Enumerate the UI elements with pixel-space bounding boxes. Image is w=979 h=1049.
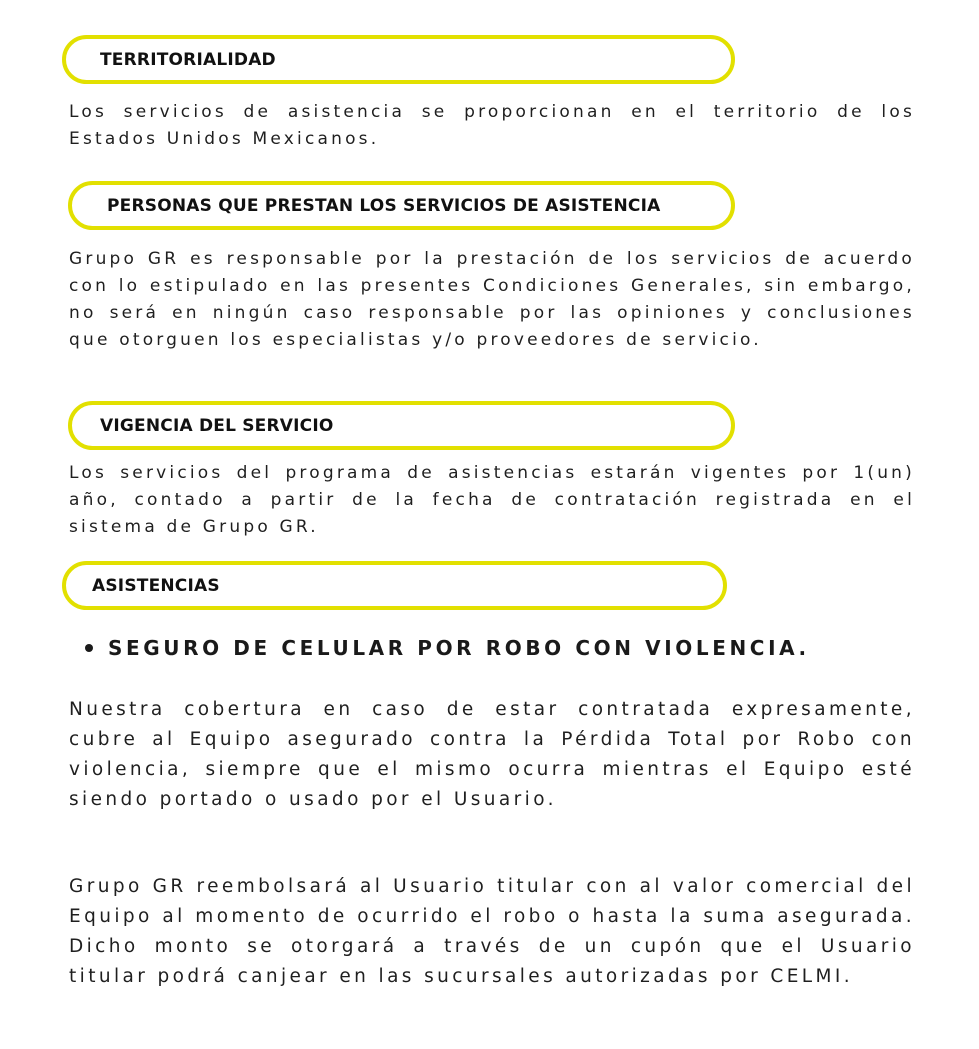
bullet-dot-icon	[85, 644, 93, 652]
section-header-asistencias	[62, 561, 727, 610]
coverage-paragraph: Nuestra cobertura en caso de estar contratada expresamente, cubre al Equipo asegurado contra la Pérdida Total por Robo con violencia, siempre que el mismo ocurra mientras el Equipo esté siendo portado o usado por el Usuario.	[69, 699, 915, 810]
bullet-title: SEGURO DE CELULAR POR ROBO CON VIOLENCIA.	[108, 636, 810, 660]
section-title: TERRITORIALIDAD	[100, 49, 276, 70]
section-body-territorialidad: Los servicios de asistencia se proporcionan en el territorio de los Estados Unidos Mexicanos.	[69, 102, 915, 149]
section-title: ASISTENCIAS	[92, 575, 220, 596]
section-header-vigencia	[68, 401, 735, 450]
section-header-territorialidad	[62, 35, 735, 84]
reimbursement-paragraph: Grupo GR reembolsará al Usuario titular con al valor comercial del Equipo al momento de ocurrido el robo o hasta la suma asegurada. Dicho monto se otorgará a través de un cupón que el Usuario titular podrá canjear en las sucursales autorizadas por CELMI.	[69, 876, 915, 987]
section-title: PERSONAS QUE PRESTAN LOS SERVICIOS DE ASISTENCIA	[107, 195, 661, 216]
section-title: VIGENCIA DEL SERVICIO	[100, 415, 334, 436]
section-body-vigencia: Los servicios del programa de asistencias estarán vigentes por 1(un) año, contado a partir de la fecha de contratación registrada en el sistema de Grupo GR.	[69, 463, 915, 537]
bullet-item	[85, 636, 810, 660]
section-body-personas: Grupo GR es responsable por la prestación de los servicios de acuerdo con lo estipulado en las presentes Condiciones Generales, sin embargo, no será en ningún caso responsable por las opiniones y conclusiones que otorguen los especialistas y/o proveedores de servicio.	[69, 249, 915, 350]
section-header-personas	[68, 181, 735, 230]
